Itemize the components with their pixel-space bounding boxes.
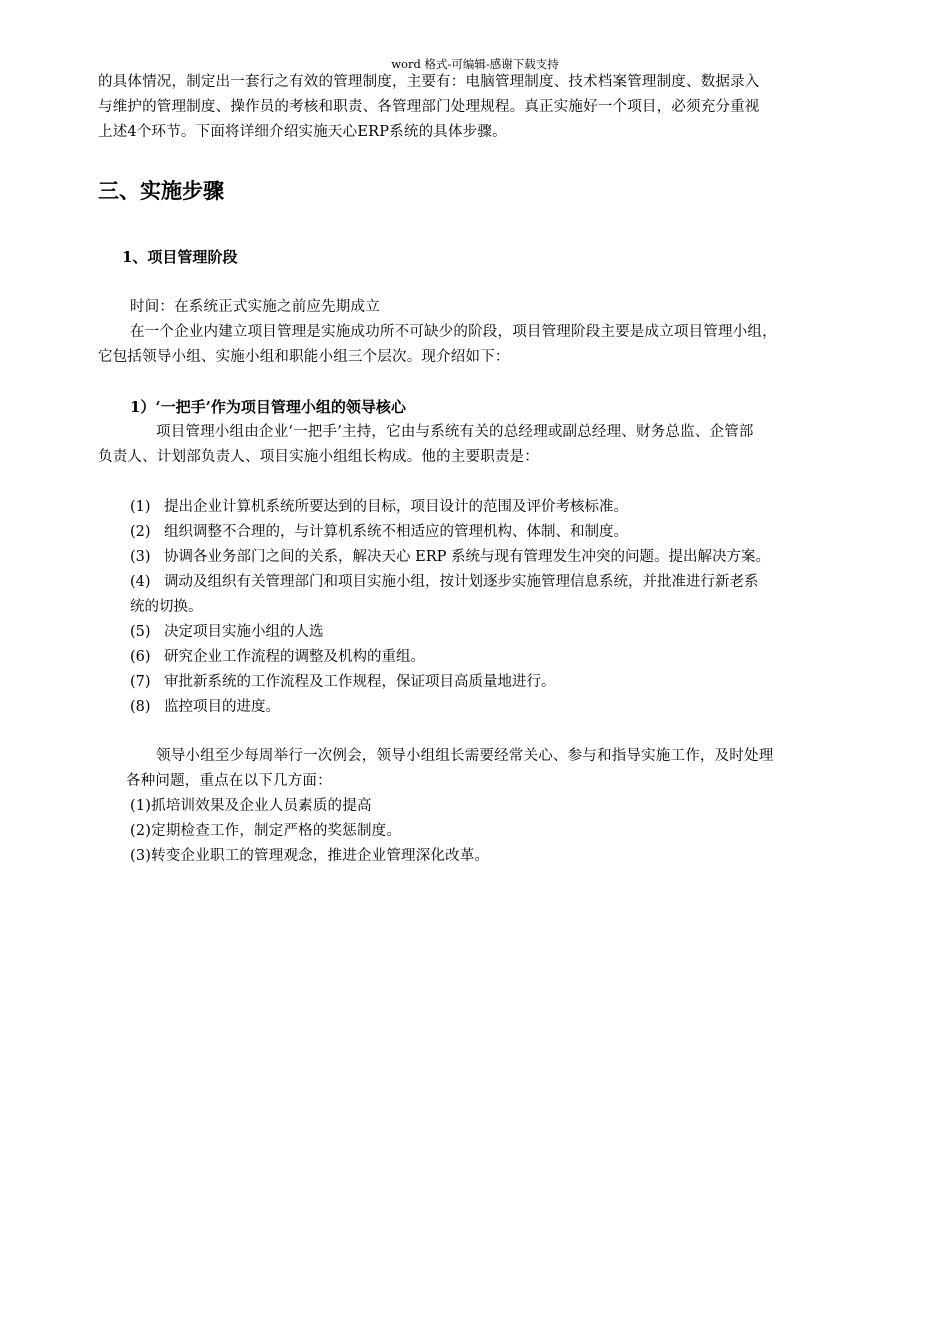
duty-number: (5) — [130, 624, 151, 640]
duty-item-4 — [130, 572, 759, 592]
duty-item-4-continued — [130, 597, 203, 617]
duty-text: 研究企业工作流程的调整及机构的重组。 — [164, 649, 425, 665]
intro-line-1: 的具体情况，制定出一套行之有效的管理制度，主要有：电脑管理制度、技术档案管理制度、数据录入 — [98, 74, 760, 90]
para2-line-1: 项目管理小组由企业‘一把手’主持，它由与系统有关的总经理或副总经理、财务总监、企管部 — [156, 424, 754, 440]
duty-item-2 — [130, 522, 628, 542]
focus-item-3: (3)转变企业职工的管理观念，推进企业管理深化改革。 — [130, 848, 490, 864]
duty-item-8 — [130, 697, 280, 717]
duty-text: 决定项目实施小组的人选 — [164, 624, 324, 640]
duty-number: (6) — [130, 649, 151, 665]
para2-line-2: 负责人、计划部负责人、项目实施小组组长构成。他的主要职责是： — [98, 449, 539, 465]
duty-text: 监控项目的进度。 — [164, 699, 280, 715]
duty-text: 调动及组织有关管理部门和项目实施小组，按计划逐步实施管理信息系统，并批准进行新老系 — [164, 574, 759, 590]
duty-number: (1) — [130, 499, 151, 515]
duty-number: (3) — [130, 549, 151, 565]
para1-line-2: 它包括领导小组、实施小组和职能小组三个层次。现介绍如下： — [98, 349, 510, 365]
duty-item-7 — [130, 672, 556, 692]
time-line: 时间：在系统正式实施之前应先期成立 — [130, 299, 380, 315]
sub-heading: 1、项目管理阶段 — [122, 248, 238, 266]
duty-text: 组织调整不合理的，与计算机系统不相适应的管理机构、体制、和制度。 — [164, 524, 628, 540]
para1-line-1: 在一个企业内建立项目管理是实施成功所不可缺少的阶段，项目管理阶段主要是成立项目管理小组， — [130, 324, 777, 340]
duty-item-5 — [130, 622, 324, 642]
intro-line-3: 上述4个环节。下面将详细介绍实施天心ERP系统的具体步骤。 — [98, 124, 507, 140]
duty-text: 审批新系统的工作流程及工作规程，保证项目高质量地进行。 — [164, 674, 556, 690]
section-heading: 三、实施步骤 — [98, 178, 224, 203]
duty-text: 提出企业计算机系统所要达到的目标，项目设计的范围及评价考核标准。 — [164, 499, 628, 515]
para3-line-2: 各种问题，重点在以下几方面： — [126, 773, 332, 789]
duty-number: (2) — [130, 524, 151, 540]
duty-item-1 — [130, 497, 628, 517]
header-note: word 格式-可编辑-感谢下载支持 — [391, 57, 559, 71]
para3-line-1: 领导小组至少每周举行一次例会，领导小组组长需要经常关心、参与和指导实施工作，及时处理 — [156, 748, 774, 764]
duty-item-3 — [130, 547, 770, 567]
duty-number: (8) — [130, 699, 151, 715]
duty-number: (4) — [130, 574, 151, 590]
duty-text: 统的切换。 — [130, 599, 203, 615]
duty-number: (7) — [130, 674, 151, 690]
duty-item-6 — [130, 647, 425, 667]
duty-text: 协调各业务部门之间的关系，解决天心 ERP 系统与现有管理发生冲突的问题。提出解决方案。 — [164, 549, 770, 565]
focus-item-2: (2)定期检查工作，制定严格的奖惩制度。 — [130, 823, 402, 839]
focus-item-1: (1)抓培训效果及企业人员素质的提高 — [130, 798, 372, 814]
intro-line-2: 与维护的管理制度、操作员的考核和职责、各管理部门处理规程。真正实施好一个项目，必须充分重视 — [98, 99, 760, 115]
bold-heading: 1）‘一把手’作为项目管理小组的领导核心 — [130, 398, 406, 416]
